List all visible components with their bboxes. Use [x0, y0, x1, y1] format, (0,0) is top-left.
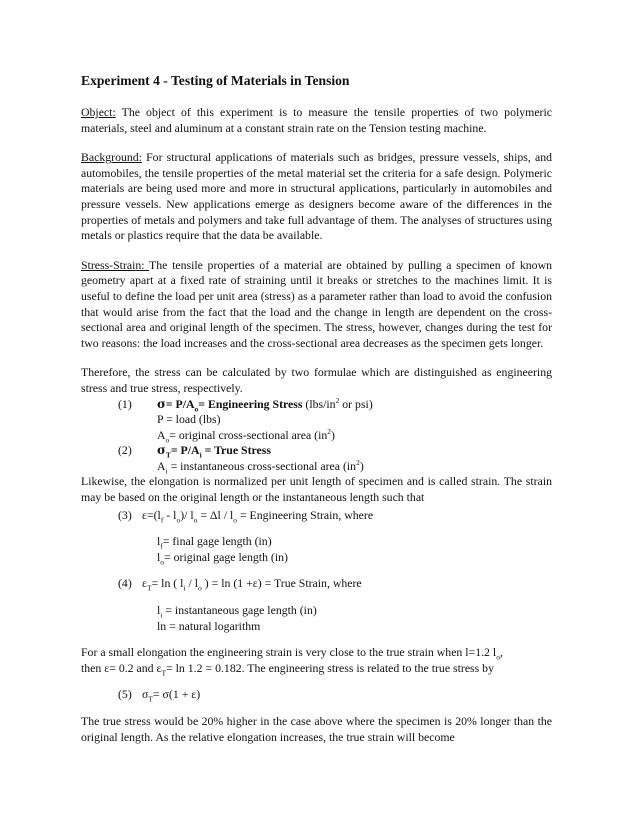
background-paragraph	[81, 150, 552, 244]
equation-1-def-area: $A_o=$ original cross-sectional area $(in^2)$	[157, 426, 335, 445]
stress-strain-paragraph	[81, 258, 552, 352]
stress-strain-heading: Stress-Strain:	[81, 257, 150, 272]
document-title: Experiment 4 - Testing of Materials in Tension	[81, 73, 350, 88]
equation-1	[81, 397, 552, 413]
object-paragraph	[81, 105, 552, 136]
equation-3-def-original: $l_o=$ original gage length (in)	[157, 549, 288, 567]
background-text: For structural applications of materials such as bridges, pressure vessels, ships, and automobiles, the tensile properties of the metal material set the criteria for a safe design. Polymeric materials are being used more and more in structural applications, particularly in automobiles and pressure vessels. New applications emerge as designers become aware of the differences in the properties of metals and polymers and take full advantage of them. The analyses of structures using metals or plastics require that the data be available.	[81, 150, 552, 243]
equation-5	[81, 687, 552, 703]
equation-5-number: (5)	[118, 687, 132, 702]
equation-1-number: (1)	[118, 396, 132, 411]
stress-strain-text: The tensile properties of a material are obtained by pulling a specimen of known geometry apart at a fixed rate of straining until it breaks or stretches to the machines limit. It is useful to define the load per unit area (stress) as a parameter rather than load to avoid the confusion that would arise from the fact that the load and the change in length are dependent on the cross-sectional area and original length of the specimen. The stress, however, changes during the test for two reasons: the load increases and the cross-sectional area decreases as the specimen gets longer.	[81, 257, 552, 350]
equation-1-def-load: P = load (lbs)	[157, 412, 221, 427]
equation-3-formula: $\varepsilon=(l_f - l_o)/$ $l_o = \Delta l / l_o$ = Engineering Strain, where	[142, 507, 374, 525]
likewise-paragraph: Likewise, the elongation is normalized per unit length of specimen and is called strain. The strain may be based on the original length or the instantaneous length such that	[81, 474, 552, 505]
equation-2-def-area: $A_i$ = instantaneous cross-sectional area $(in^2)$	[157, 457, 364, 476]
equation-4	[81, 576, 552, 592]
document-page	[81, 72, 552, 759]
small-elongation-line-1: For a small elongation the engineering strain is very close to the true strain when l=1.2 $l_o$,	[81, 645, 503, 662]
object-text: The object of this experiment is to measure the tensile properties of two polymeric materials, steel and aluminum at a constant strain rate on the Tension testing machine.	[81, 105, 552, 135]
final-paragraph: The true stress would be 20% higher in the case above where the specimen is 20% longer than the original length. As the relative elongation increases, the true strain will become	[81, 714, 552, 744]
equation-3-def-final: $l_f=$ final gage length (in)	[157, 534, 272, 551]
equation-2-number: (2)	[118, 443, 132, 458]
background-heading: Background:	[81, 150, 142, 165]
equation-5-formula: $\sigma_T= \sigma(1 + \varepsilon)$	[142, 687, 201, 704]
equation-1-formula: $\sigma= P/A_o=$ Engineering Stress ($lbs/in^2$ or psi)	[157, 395, 373, 413]
equation-2	[81, 443, 552, 459]
therefore-paragraph: Therefore, the stress can be calculated by two formulae which are distinguished as engineering stress and true stress, respectively.	[81, 365, 552, 395]
equation-4-def-ln: ln = natural logarithm	[157, 618, 261, 633]
equation-3	[81, 508, 552, 524]
small-elongation-line-2: then ε= 0.2 and $\varepsilon_T= \ln 1.2 = 0.182$. The engineering stress is related to the true stress by	[81, 660, 494, 678]
equation-4-formula: $\varepsilon_T= \ln$ ( $l_i / l_o$ ) = ln (1 +ε) = True Strain, where	[142, 576, 362, 593]
equation-3-number: (3)	[118, 507, 132, 522]
object-heading: Object:	[81, 105, 116, 119]
equation-4-number: (4)	[118, 576, 132, 591]
equation-2-formula: $\sigma_T= P/A_i$ = True Stress	[157, 443, 271, 460]
equation-4-def-instantaneous: $l_i$ = instantaneous gage length (in)	[157, 603, 317, 620]
